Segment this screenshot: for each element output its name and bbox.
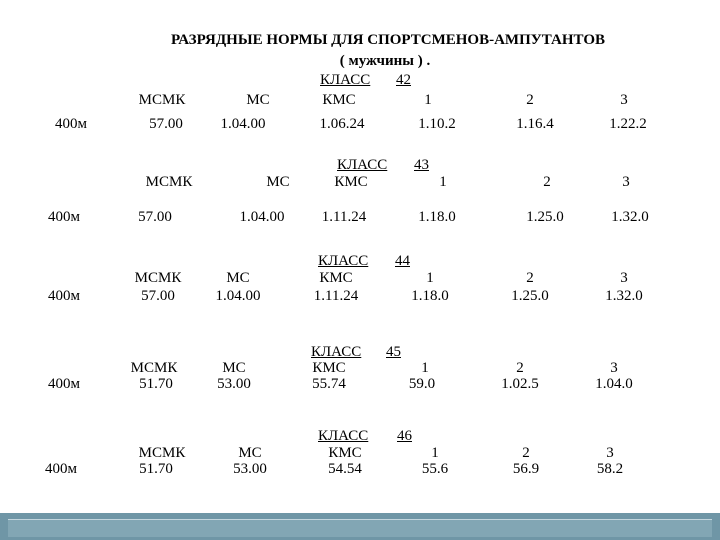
value-ms: 53.00 [217, 376, 251, 392]
header-rank-1: 1 [431, 445, 439, 461]
value-kms: 54.54 [328, 461, 362, 477]
value-ms: 1.04.00 [215, 288, 261, 304]
value-kms: 1.06.24 [319, 116, 365, 132]
page-subtitle: ( мужчины ) . [339, 53, 431, 69]
header-msmk: МСМК [145, 174, 193, 190]
header-ms: МС [246, 92, 270, 108]
value-rank-2: 1.02.5 [501, 376, 539, 392]
value-msmk: 57.00 [149, 116, 183, 132]
class-label: КЛАСС [318, 428, 369, 444]
class-label: КЛАСС [318, 253, 369, 269]
header-ms: МС [266, 174, 290, 190]
class-number: 44 [395, 253, 410, 269]
bottom-decor-bar-inner [8, 519, 712, 537]
value-rank-1: 59.0 [408, 376, 436, 392]
value-rank-2: 56.9 [512, 461, 540, 477]
value-ms: 1.04.00 [239, 209, 285, 225]
value-msmk: 57.00 [138, 209, 172, 225]
header-rank-3: 3 [620, 92, 628, 108]
distance-label: 400м [48, 376, 80, 392]
header-ms: МС [226, 270, 250, 286]
header-msmk: МСМК [130, 360, 178, 376]
class-number: 45 [386, 344, 401, 360]
value-ms: 1.04.00 [220, 116, 266, 132]
header-rank-2: 2 [522, 445, 530, 461]
value-rank-2: 1.25.0 [511, 288, 549, 304]
class-number: 42 [396, 72, 411, 88]
class-number: 46 [397, 428, 412, 444]
header-kms: КМС [334, 174, 368, 190]
header-rank-1: 1 [424, 92, 432, 108]
page-title: РАЗРЯДНЫЕ НОРМЫ ДЛЯ СПОРТСМЕНОВ-АМПУТАНТОВ [170, 32, 606, 48]
header-rank-3: 3 [622, 174, 630, 190]
value-rank-3: 1.22.2 [609, 116, 647, 132]
distance-label: 400м [48, 288, 80, 304]
value-msmk: 51.70 [139, 461, 173, 477]
header-rank-1: 1 [421, 360, 429, 376]
header-rank-3: 3 [620, 270, 628, 286]
header-msmk: МСМК [134, 270, 182, 286]
value-kms: 1.11.24 [313, 288, 359, 304]
header-rank-2: 2 [516, 360, 524, 376]
value-msmk: 57.00 [141, 288, 175, 304]
header-ms: МС [238, 445, 262, 461]
value-rank-3: 1.04.0 [595, 376, 633, 392]
header-rank-1: 1 [426, 270, 434, 286]
value-rank-3: 58.2 [596, 461, 624, 477]
value-rank-2: 1.25.0 [526, 209, 564, 225]
value-rank-1: 55.6 [421, 461, 449, 477]
value-rank-1: 1.10.2 [418, 116, 456, 132]
distance-label: 400м [45, 461, 77, 477]
header-kms: КМС [312, 360, 346, 376]
class-number: 43 [414, 157, 429, 173]
value-rank-3: 1.32.0 [611, 209, 649, 225]
class-label: КЛАСС [337, 157, 388, 173]
value-rank-1: 1.18.0 [411, 288, 449, 304]
header-rank-2: 2 [543, 174, 551, 190]
distance-label: 400м [48, 209, 80, 225]
value-kms: 1.11.24 [321, 209, 367, 225]
header-kms: КМС [328, 445, 362, 461]
header-msmk: МСМК [138, 92, 186, 108]
header-rank-2: 2 [526, 92, 534, 108]
value-rank-3: 1.32.0 [605, 288, 643, 304]
class-label: КЛАСС [311, 344, 362, 360]
value-rank-1: 1.18.0 [418, 209, 456, 225]
bottom-decor-bar [0, 513, 720, 540]
header-rank-3: 3 [606, 445, 614, 461]
header-ms: МС [222, 360, 246, 376]
header-rank-3: 3 [610, 360, 618, 376]
header-kms: КМС [322, 92, 356, 108]
header-kms: КМС [319, 270, 353, 286]
header-rank-1: 1 [439, 174, 447, 190]
header-msmk: МСМК [138, 445, 186, 461]
distance-label: 400м [55, 116, 87, 132]
class-label: КЛАСС [320, 72, 371, 88]
header-rank-2: 2 [526, 270, 534, 286]
value-ms: 53.00 [233, 461, 267, 477]
value-msmk: 51.70 [139, 376, 173, 392]
value-rank-2: 1.16.4 [516, 116, 554, 132]
value-kms: 55.74 [312, 376, 346, 392]
